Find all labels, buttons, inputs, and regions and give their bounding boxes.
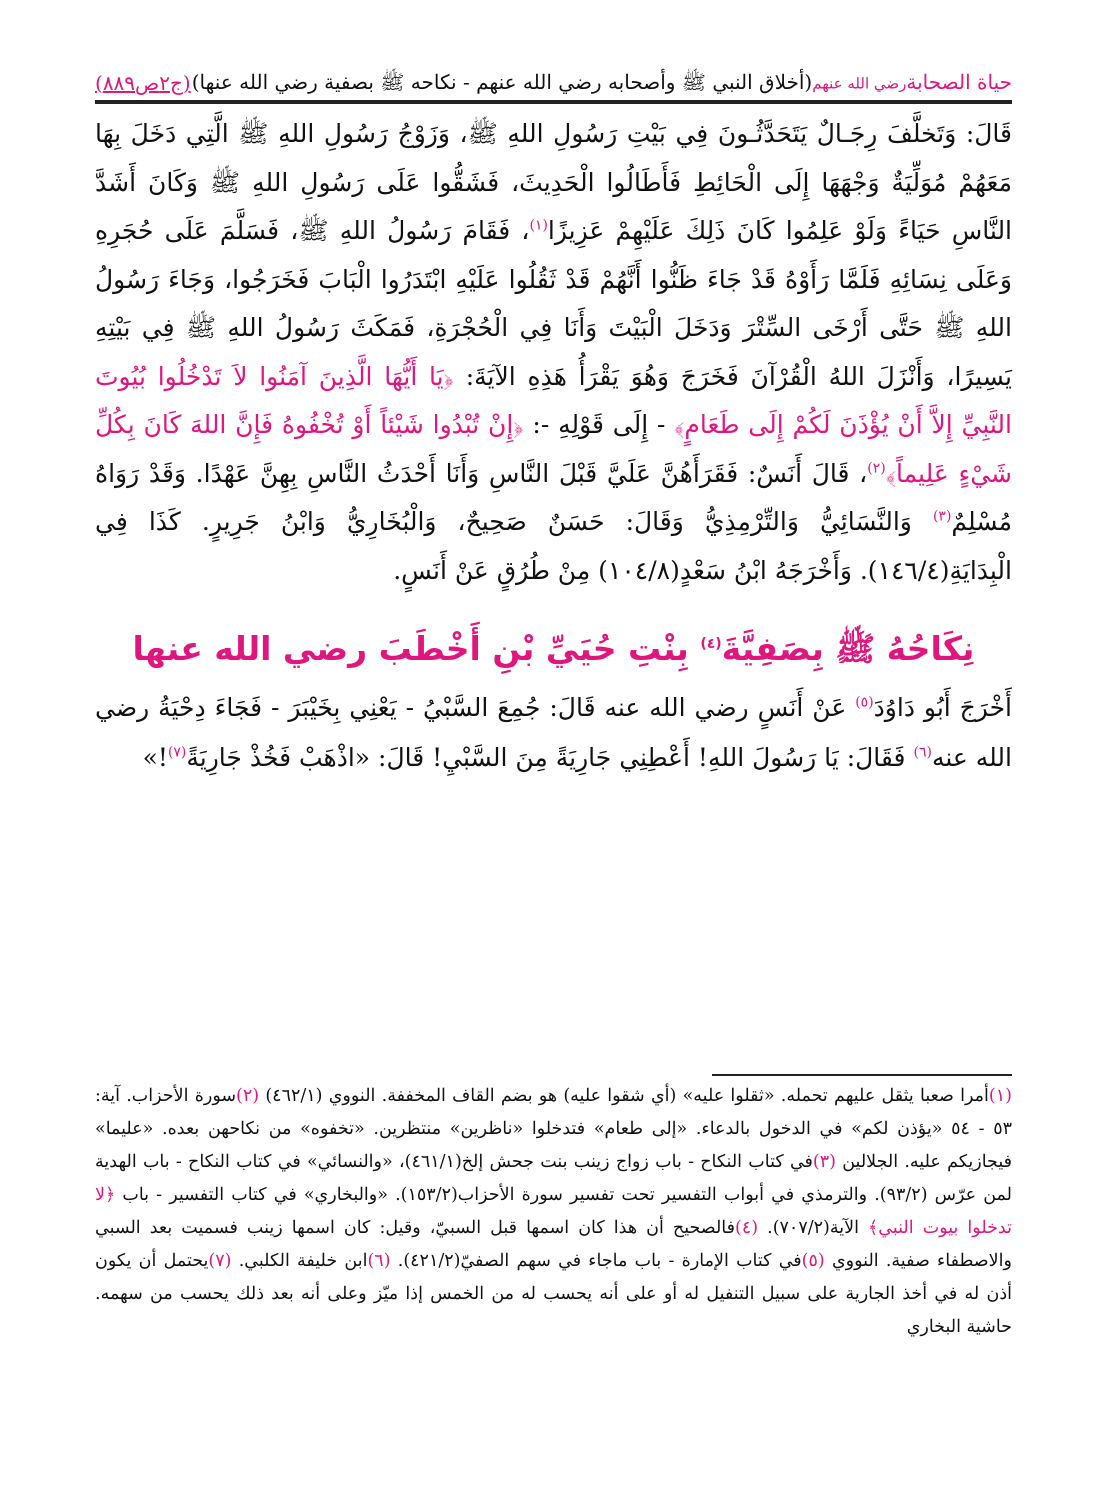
paragraph-text: ، فَقَامَ رَسُولُ اللهِ ﷺ، فَسَلَّمَ عَلَى حُجَرِهِ وَعَلَى نِسَائِهِ فَلَمَّا رَأَوْهُ قَدْ جَاءَ ظَنُّوا أَنَّهُمْ قَدْ ثَقُلُوا عَلَيْهِ ابْتَدَرُوا الْبَابَ فَخَرَجُوا، وَجَاءَ رَسُولُ اللهِ ﷺ حَتَّى أَرْخَى السِّتْرَ وَدَخَلَ الْبَيْتَ وَأَنَا فِي الْحُجْرَةِ، فَمَكَثَ رَسُولُ اللهِ ﷺ فِي بَيْتِهِ يَسِيرًا، وَأَنْزَلَ اللهُ الْقُرْآنَ فَخَرَجَ وَهُوَ يَقْرَأُ هَذِهِ الآيَةَ:: [95, 216, 1012, 391]
section-text-part: !»: [142, 743, 168, 772]
footnote-verse: ﴿لا تدخلوا بيوت النبي﴾: [95, 1185, 1012, 1238]
footnote-ref: (٥): [855, 694, 874, 711]
section-heading: [95, 623, 1012, 675]
paragraph-text: وَالنَّسَائِيُّ وَالتِّرْمِذِيُّ وَقَالَ: حَسَنٌ صَحِيحٌ، وَالْبُخَارِيُّ وَابْنُ جَرِيرٍ. كَذَا فِي الْبِدَايَةِ(١٤٦/٤). وَأَخْرَجَهُ ابْنُ سَعْدٍ(١٠٤/٨) مِنْ طُرُقٍ عَنْ أَنَسٍ.: [95, 507, 1012, 585]
footnote-text: في كتاب النكاح - باب زواج زينب بنت جحش إلخ(٤٦١/١)، «والنسائي» في كتاب النكاح - باب الهدية لمن عرّس (٩٣/٢). والترمذي في أبواب التفسير تحت تفسير سورة الأحزاب(١٥٣/٢). «والبخاري» في كتاب التفسير - باب: [95, 1152, 1012, 1205]
footnote-ref: (٧): [167, 744, 187, 761]
footnotes-area: [95, 1074, 1012, 1344]
section-text: [95, 683, 1012, 783]
footnote-divider: [712, 1074, 1012, 1076]
book-title: حياة الصحابة: [906, 69, 1012, 94]
footnote-ref: (١): [529, 217, 548, 234]
main-text: [95, 110, 1012, 595]
section-text-part: أَخْرَجَ أَبُو دَاوُدَ: [873, 693, 1012, 722]
footnote-text: أمرا صعبا يثقل عليهم تحمله. «ثقلوا عليه» (أي شقوا عليه) هو بضم القاف المخففة. النووي (٤٦٢/١): [265, 1086, 989, 1106]
heading-text: نِكَاحُهُ ﷺ بِصَفِيَّةَ: [721, 629, 975, 668]
footnote-number: (١): [988, 1086, 1012, 1106]
footnote-ref: (٢): [867, 460, 886, 477]
honorific-icon: رضي الله عنهم: [812, 74, 907, 92]
footnote-number: (٦): [367, 1251, 391, 1271]
quran-verse: ﴿يَا أَيُّهَا الَّذِينَ آمَنُوا لاَ تَدْخُلُوا بُيُوتَ النَّبِيِّ إِلاَّ أَنْ يُؤْذَنَ لَكُمْ إِلَى طَعَامٍ﴾: [95, 361, 1012, 439]
volume-page-ref: (ج٢ص٨٨٩): [95, 71, 191, 95]
footnote-ref: (٣): [932, 508, 952, 525]
quran-verse: ﴿إِنْ تُبْدُوا شَيْئاً أَوْ تُخْفُوهُ فَإِنَّ اللهَ كَانَ بِكُلِّ شَيْءٍ عَلِيماً﴾: [95, 410, 1012, 488]
footnote-text: سورة الأحزاب. آية: ٥٣ - ٥٤ «يؤذن لكم» في الدخول بالدعاء. «إلى طعام» فتدخلوا «ناظرين» منتظرين. «تخفوه» من نكاحهن بعده. «عليما» فيجازيكم عليه. الجلالين: [95, 1086, 1012, 1172]
footnote-text: يحتمل أن يكون أذن له في أخذ الجارية على سبيل التنفيل له أو على أنه يحسب له من الخمس إذا ميّز وعلى أنه بعد ذلك يحسب من سهمه. حاشية البخاري: [95, 1251, 1012, 1337]
footnote-text: الآية(٧٠٧/٢).: [767, 1218, 859, 1238]
footnote-number: (٢): [236, 1086, 260, 1106]
paragraph-text: ، قَالَ أَنَسٌ: فَقَرَأَهُنَّ عَلَيَّ قَبْلَ النَّاسِ وَأَنَا أَحْدَثُ النَّاسِ بِهِنَّ عَهْدًا. وَقَدْ رَوَاهُ مُسْلِمٌ: [95, 458, 1013, 536]
footnote-text: ابن خليفة الكلبي.: [238, 1251, 368, 1271]
paragraph: [95, 110, 1012, 595]
footnote-number: (٤): [734, 1218, 759, 1238]
running-header: [95, 62, 1012, 104]
footnote-text: فالصحيح أن هذا كان اسمها قبل السبيّ، وقيل: كان اسمها زينب فسميت بعد السبي والاصطفاء صفية. النووي: [95, 1218, 1012, 1271]
section-text-part: عَنْ أَنَسٍ رضي الله عنه قَالَ: جُمِعَ السَّبْيُ - يَعْنِي بِخَيْبَرَ - فَجَاءَ دِحْيَةُ رضي الله عنه: [95, 693, 1012, 772]
footnote-number: (٥): [801, 1251, 825, 1271]
footnote-number: (٣): [812, 1152, 836, 1172]
chapter-title: (أخلاق النبي ﷺ وأصحابه رضي الله عنهم - نكاحه ﷺ بصفية رضي الله عنها): [191, 69, 813, 94]
page: [95, 62, 1012, 783]
connector-text: - إِلَى قَوْلِهِ -:: [532, 410, 666, 439]
footnote-text: في كتاب الإمارة - باب ماجاء في سهم الصفيّ(٤٢١/٢).: [397, 1251, 802, 1271]
heading-text: بِنْتِ حُيَيِّ بْنِ أَخْطَبَ رضي الله عنها: [132, 629, 689, 668]
section-text-part: فَقَالَ: يَا رَسُولَ اللهِ! أَعْطِنِي جَارِيَةً مِنَ السَّبْيِ! قَالَ: «اذْهَبْ فَخُذْ جَارِيَةً: [186, 743, 906, 772]
footnote-number: (٧): [208, 1251, 232, 1271]
footnotes: [95, 1080, 1012, 1344]
footnote-ref: (٤): [700, 636, 722, 652]
footnote-ref: (٦): [913, 744, 932, 761]
paragraph-text: قَالَ: وَتَخلَّفَ رِجَـالٌ يَتَحَدَّثُـونَ فِي بَيْتِ رَسُولِ اللهِ ﷺ، وَزَوْجُ رَسُولِ اللهِ ﷺ الَّتِي دَخَلَ بِهَا مَعَهُمْ مُوَلِّيَةٌ وَجْهَهَا إِلَى الْحَائِطِ فَأَطَالُوا الْحَدِيثَ، فَشَقُّوا عَلَى رَسُولِ اللهِ ﷺ وَكَانَ أَشَدَّ النَّاسِ حَيَاءً وَلَوْ عَلِمُوا كَانَ ذَلِكَ عَلَيْهِمْ عَزِيزًا: [95, 119, 1013, 245]
header-title: [192, 67, 1012, 99]
